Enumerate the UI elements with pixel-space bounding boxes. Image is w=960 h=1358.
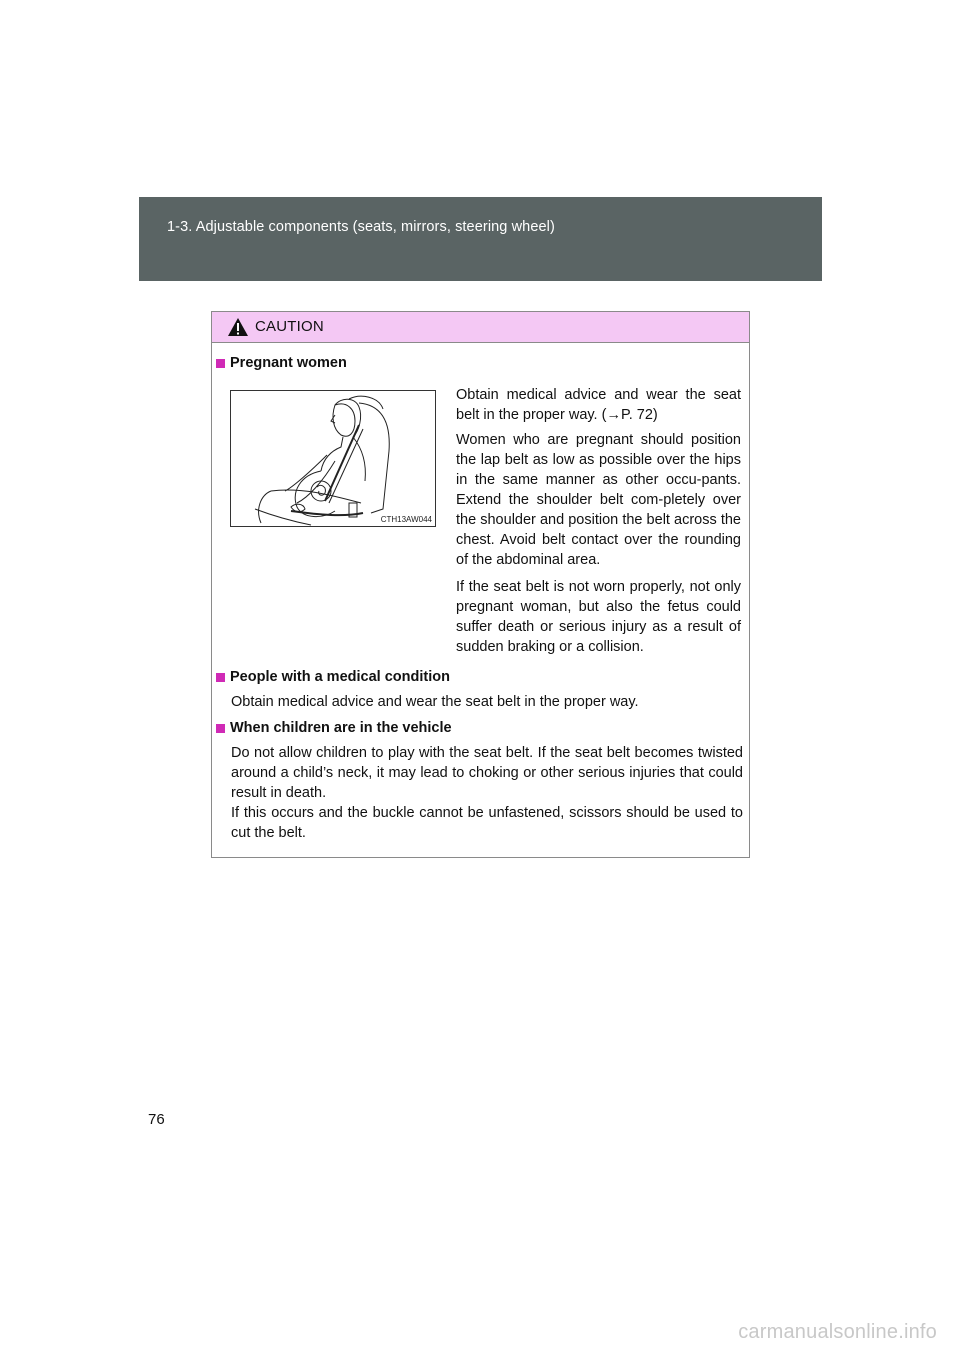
figure-code: CTH13AW044 [380,515,432,524]
warning-triangle-icon [227,317,249,337]
square-bullet-icon [216,359,225,368]
section-heading-children [212,720,452,736]
children-paragraph-1: Do not allow children to play with the seat belt. If the seat belt becomes twisted around a child’s neck, it may lead to choking or other serious injuries that could result in death. [231,745,743,801]
section-heading-medical-condition [212,669,450,685]
square-bullet-icon [216,673,225,682]
section-heading-text: People with a medical condition [230,669,450,685]
pregnant-paragraph-2: Women who are pregnant should position the lap belt as low as possible over the hips in the same manner as other occu-pants. Extend the shoulder belt com-pletely over the shoulder and position the belt across the chest. Avoid belt contact over the rounding of the abdominal area. [456,432,741,568]
section-heading-pregnant-women [212,355,347,371]
caution-header [212,312,749,343]
section-heading-text: When children are in the vehicle [230,720,452,736]
section-heading-text: Pregnant women [230,355,347,371]
watermark: carmanualsonline.info [738,1321,937,1343]
pregnant-paragraph-1: Obtain medical advice and wear the seat belt in the proper way. (→P. 72) [456,387,741,423]
medical-paragraph-1: Obtain medical advice and wear the seat belt in the proper way. [231,694,639,710]
section-title: 1-3. Adjustable components (seats, mirrors, steering wheel) [167,219,555,235]
pregnant-paragraph-3: If the seat belt is not worn properly, not only pregnant woman, but also the fetus could suffer death or serious injury as a result of sudden braking or a collision. [456,579,741,655]
caution-title: CAUTION [255,318,324,335]
section-header-band [139,197,822,281]
page-number: 76 [148,1111,165,1128]
caution-box [211,311,750,858]
square-bullet-icon [216,724,225,733]
children-paragraph-2: If this occurs and the buckle cannot be unfastened, scissors should be used to cut the belt. [231,805,743,841]
pregnant-woman-seatbelt-illustration [230,390,436,527]
illustration-drawing [231,391,436,527]
